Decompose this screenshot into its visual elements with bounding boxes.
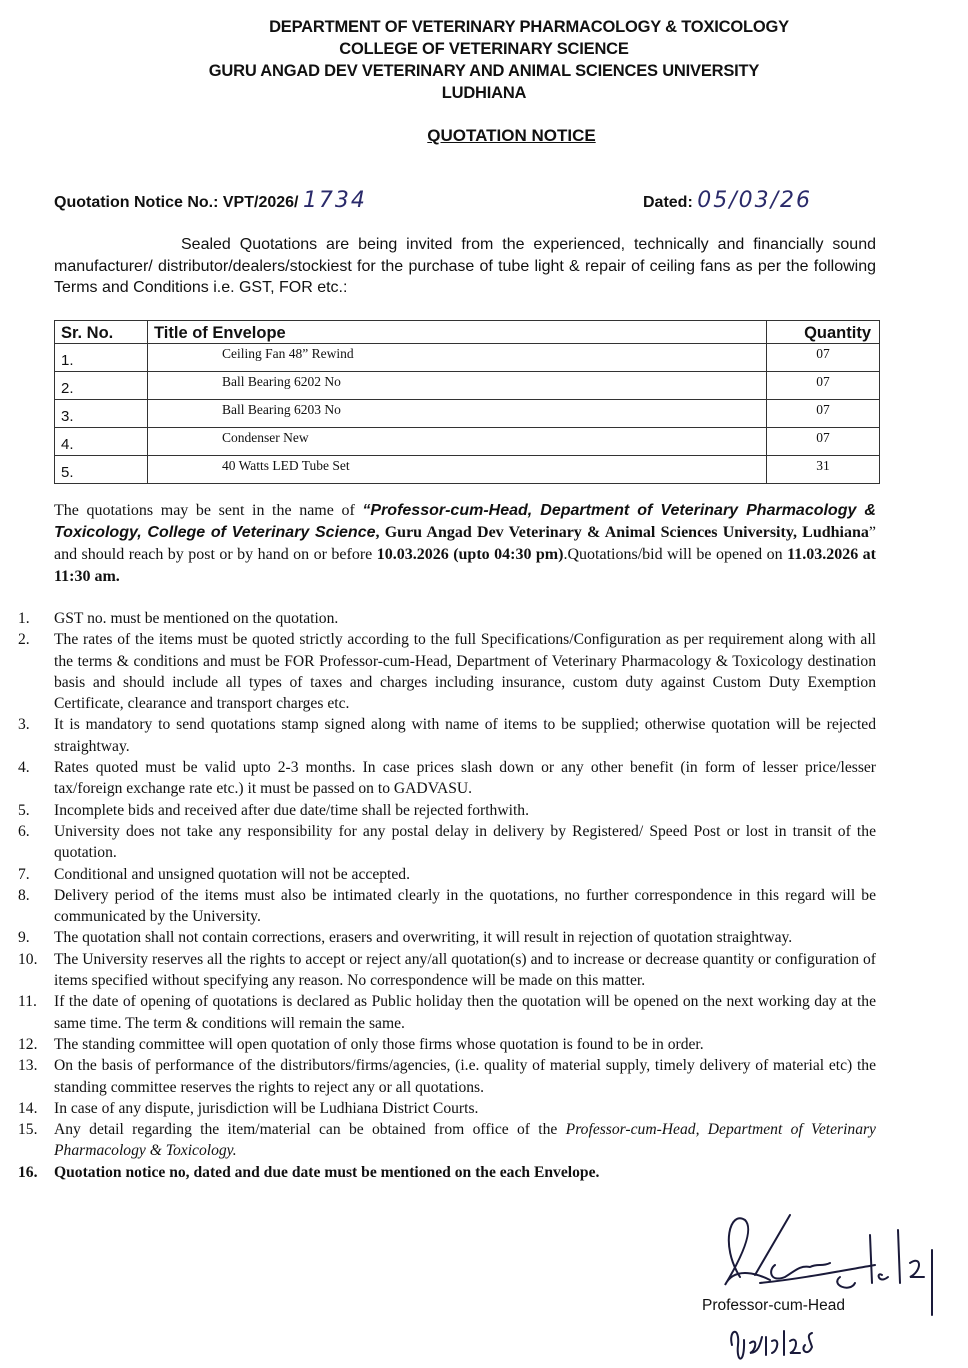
notice-title: QUOTATION NOTICE bbox=[427, 126, 596, 145]
signature-block bbox=[700, 1205, 968, 1368]
term-item: 13. On the basis of performance of the distributors/firms/agencies, (i.e. quality of material supply, timely delivery of material etc) the standing committee reserves the rights to reject any or all quotations. bbox=[18, 1057, 876, 1096]
notice-number-label: Quotation Notice No.: VPT/2026/ bbox=[54, 194, 299, 211]
table-row bbox=[55, 344, 880, 372]
document-header bbox=[0, 16, 968, 104]
term-item: 14. In case of any dispute, jurisdiction will be Ludhiana District Courts. bbox=[18, 1099, 479, 1117]
header-college: COLLEGE OF VETERINARY SCIENCE bbox=[339, 40, 629, 58]
cell-qty: 07 bbox=[767, 400, 880, 428]
term-item: 1. GST no. must be mentioned on the quotation. bbox=[18, 610, 339, 627]
cell-qty: 07 bbox=[767, 372, 880, 400]
notice-number-handwritten: 1734 bbox=[302, 188, 367, 213]
header-university: GURU ANGAD DEV VETERINARY AND ANIMAL SCIENCES UNIVERSITY bbox=[208, 62, 760, 80]
cell-title: Condenser New bbox=[148, 428, 767, 456]
table-row bbox=[55, 428, 880, 456]
cell-sr: 1. bbox=[55, 344, 148, 372]
notice-number bbox=[54, 188, 367, 213]
cell-title: Ball Bearing 6203 No bbox=[148, 400, 767, 428]
cell-title: Ceiling Fan 48” Rewind bbox=[148, 344, 767, 372]
items-table bbox=[54, 320, 880, 484]
term-item: 3. It is mandatory to send quotations stamp signed along with name of items to be supplied; otherwise quotation will be rejected straightway. bbox=[18, 716, 876, 755]
notice-date bbox=[643, 188, 812, 213]
cell-qty: 07 bbox=[767, 344, 880, 372]
signatory-designation: Professor-cum-Head bbox=[702, 1297, 845, 1314]
col-quantity: Quantity bbox=[767, 321, 880, 344]
col-title: Title of Envelope bbox=[148, 321, 767, 344]
due-date: 10.03.2026 (upto 04:30 pm) bbox=[376, 546, 564, 563]
term-item: 12. The standing committee will open quotation of only those firms whose quotation is found to be in order. bbox=[18, 1035, 704, 1053]
address-paragraph: The quotations may be sent in the name of “Professor-cum-Head, Department of Veterinary Pharmacology & Toxicology, College of Veterinary Science, Guru Angad Dev Veterinary & Animal Sciences University, Ludhiana” and should reach by post or by hand on or before 10.03.2026 (upto 04:30 pm).Quotations/bid will be opened on 11.03.2026 at 11:30 am. bbox=[54, 502, 877, 585]
signature-icon bbox=[700, 1205, 968, 1368]
term-item: 4. Rates quoted must be valid upto 2-3 months. In case prices slash down or any other benefit (in form of lesser price/lesser tax/foreign exchange rate etc.) it must be passed on to GADVASU. bbox=[18, 759, 876, 798]
table-header-row bbox=[55, 321, 880, 344]
term-item: 5. Incomplete bids and received after due date/time shall be rejected forthwith. bbox=[18, 801, 529, 819]
opening-date: 11.03.2026 at 11:30 am. bbox=[54, 546, 876, 585]
intro-paragraph: Sealed Quotations are being invited from the experienced, technically and financially sound manufacturer/ distributor/dealers/stockiest for the purchase of tube light & repair of ceiling fans as per the following Terms and Conditions i.e. GST, FOR etc.: bbox=[54, 236, 876, 296]
notice-date-handwritten: 05/03/26 bbox=[697, 188, 813, 213]
table-row bbox=[55, 372, 880, 400]
cell-title: Ball Bearing 6202 No bbox=[148, 372, 767, 400]
cell-sr: 5. bbox=[55, 456, 148, 484]
cell-qty: 07 bbox=[767, 428, 880, 456]
col-sr-no: Sr. No. bbox=[55, 321, 148, 344]
terms-list bbox=[18, 608, 876, 1183]
term-item: 10. The University reserves all the rights to accept or reject any/all quotation(s) and to increase or decrease quantity or configuration of items specified without specifying any reason. No correspondence will be made on this matter. bbox=[18, 950, 876, 990]
term-item: 6. University does not take any responsibility for any postal delay in delivery by Registered/ Speed Post or lost in transit of the quotation. bbox=[18, 822, 876, 862]
term-item: 8. Delivery period of the items must also be intimated clearly in the quotations, no further correspondence in this regard will be communicated by the University. bbox=[18, 886, 876, 926]
cell-sr: 4. bbox=[55, 428, 148, 456]
term-item: 9. The quotation shall not contain corrections, erasers and overwriting, it will result in rejection of quotation straightway. bbox=[18, 929, 793, 947]
term-item: 11. If the date of opening of quotations is declared as Public holiday then the quotation will be opened on the next working day at the same time. The term & conditions will remain the same. bbox=[18, 993, 876, 1032]
cell-qty: 31 bbox=[767, 456, 880, 484]
table-row bbox=[55, 400, 880, 428]
notice-date-label: Dated: bbox=[643, 194, 693, 211]
table-row bbox=[55, 456, 880, 484]
cell-title: 40 Watts LED Tube Set bbox=[148, 456, 767, 484]
term-item: 16. Quotation notice no, dated and due date must be mentioned on the each Envelope. bbox=[18, 1163, 600, 1181]
header-department: DEPARTMENT OF VETERINARY PHARMACOLOGY & TOXICOLOGY bbox=[269, 18, 789, 36]
cell-sr: 3. bbox=[55, 400, 148, 428]
term-item: 2. The rates of the items must be quoted strictly according to the full Specifications/Configuration as per requirement along with all the terms & conditions and must be FOR Professor-cum-Head, Department of Veterinary Pharmacology & Toxicology destination basis and should include all types of taxes and charges including insurance, custom duty against Custom Duty Exemption Certificate, clearance and transport charges etc. bbox=[18, 631, 876, 713]
term-item: 7. Conditional and unsigned quotation will not be accepted. bbox=[18, 865, 410, 883]
term-item: 15. Any detail regarding the item/material can be obtained from office of the Professor-cum-Head, Department of Veterinary Pharmacology & Toxicology. bbox=[18, 1121, 876, 1160]
addressee-name: “Professor-cum-Head, Department of Veterinary Pharmacology & Toxicology, College of Veterinary Science bbox=[54, 502, 876, 541]
header-city: LUDHIANA bbox=[441, 84, 527, 102]
cell-sr: 2. bbox=[55, 372, 148, 400]
